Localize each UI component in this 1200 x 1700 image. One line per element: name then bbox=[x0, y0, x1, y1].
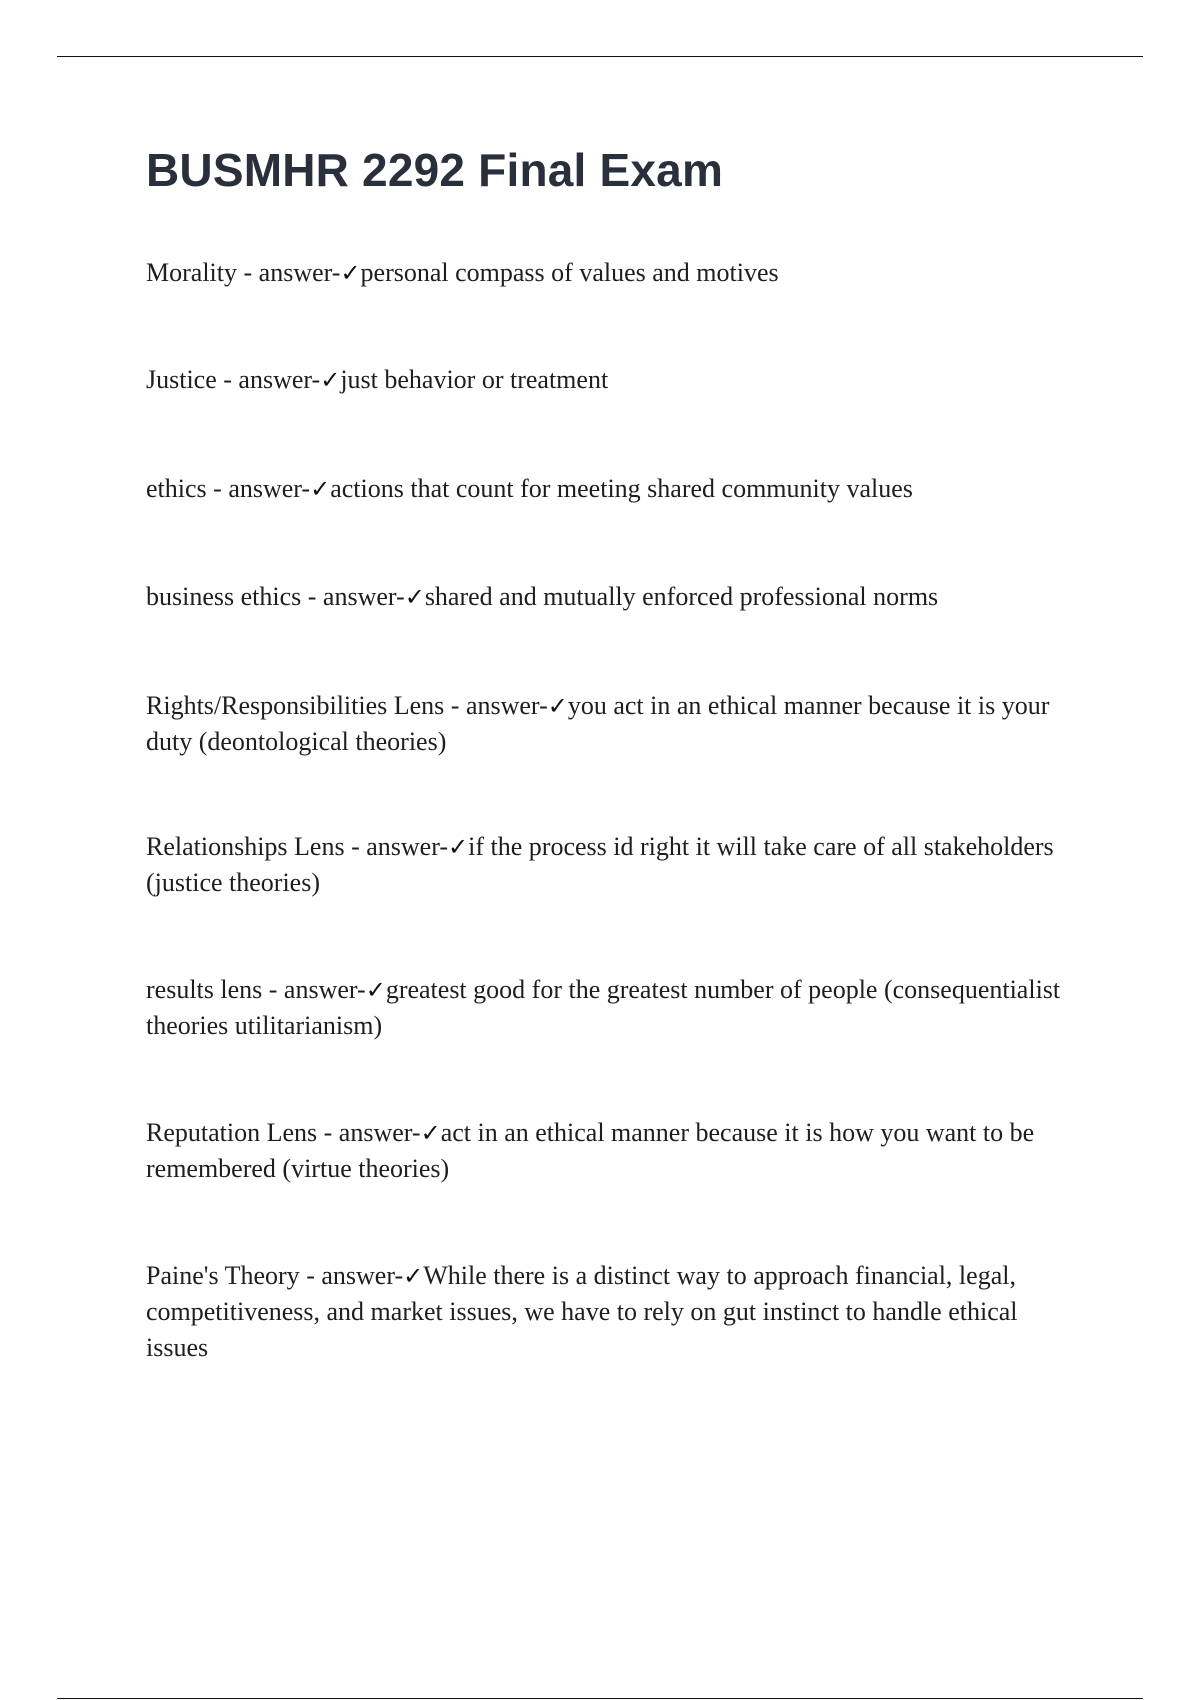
checkmark-icon: ✓ bbox=[365, 976, 386, 1004]
qa-answer: greatest good for the greatest number of people (consequentialist theories utilitarianism) bbox=[146, 975, 1061, 1040]
qa-answer: actions that count for meeting shared community values bbox=[330, 474, 913, 503]
qa-item bbox=[146, 579, 1086, 615]
qa-separator: - answer- bbox=[344, 832, 449, 861]
qa-term: ethics bbox=[146, 474, 207, 503]
checkmark-icon: ✓ bbox=[448, 833, 469, 861]
qa-term: Morality bbox=[146, 258, 237, 287]
checkmark-icon: ✓ bbox=[310, 475, 331, 503]
qa-separator: - answer- bbox=[206, 474, 311, 503]
top-divider bbox=[57, 56, 1143, 57]
qa-item bbox=[146, 471, 1086, 507]
qa-term: results lens bbox=[146, 975, 263, 1004]
qa-separator: - answer- bbox=[301, 582, 405, 611]
qa-item bbox=[146, 255, 1086, 291]
qa-item bbox=[146, 972, 1086, 1044]
qa-item bbox=[146, 688, 1086, 760]
qa-separator: - answer- bbox=[262, 975, 366, 1004]
checkmark-icon: ✓ bbox=[320, 366, 341, 394]
qa-item bbox=[146, 1115, 1086, 1187]
qa-term: Reputation Lens bbox=[146, 1118, 318, 1147]
qa-separator: - answer- bbox=[317, 1118, 421, 1147]
qa-term: business ethics bbox=[146, 582, 302, 611]
qa-answer: personal compass of values and motives bbox=[360, 258, 779, 287]
qa-answer: act in an ethical manner because it is how you want to be remembered (virtue theories) bbox=[146, 1118, 1035, 1183]
checkmark-icon: ✓ bbox=[403, 1262, 424, 1290]
checkmark-icon: ✓ bbox=[420, 1119, 441, 1147]
qa-term: Rights/Responsibilities Lens bbox=[146, 691, 445, 720]
qa-item bbox=[146, 362, 1086, 398]
qa-item bbox=[146, 1258, 1086, 1366]
qa-item bbox=[146, 829, 1086, 901]
checkmark-icon: ✓ bbox=[547, 692, 568, 720]
page-title: BUSMHR 2292 Final Exam bbox=[146, 144, 724, 196]
qa-term: Paine's Theory bbox=[146, 1261, 300, 1290]
qa-separator: - answer- bbox=[216, 365, 321, 394]
qa-separator: - answer- bbox=[299, 1261, 404, 1290]
qa-separator: - answer- bbox=[444, 691, 548, 720]
checkmark-icon: ✓ bbox=[404, 583, 425, 611]
qa-answer: While there is a distinct way to approach financial, legal, competitiveness, and market issues, we have to rely on gut instinct to handle ethical issues bbox=[146, 1261, 1018, 1362]
qa-term: Justice bbox=[146, 365, 217, 394]
qa-answer: shared and mutually enforced professional norms bbox=[424, 582, 939, 611]
checkmark-icon: ✓ bbox=[340, 259, 361, 287]
qa-answer: you act in an ethical manner because it is your duty (deontological theories) bbox=[146, 691, 1050, 756]
qa-answer: if the process id right it will take care of all stakeholders (justice theories) bbox=[146, 832, 1054, 897]
qa-separator: - answer- bbox=[237, 258, 341, 287]
qa-term: Relationships Lens bbox=[146, 832, 345, 861]
qa-answer: just behavior or treatment bbox=[340, 365, 609, 394]
bottom-divider bbox=[57, 1698, 1143, 1699]
